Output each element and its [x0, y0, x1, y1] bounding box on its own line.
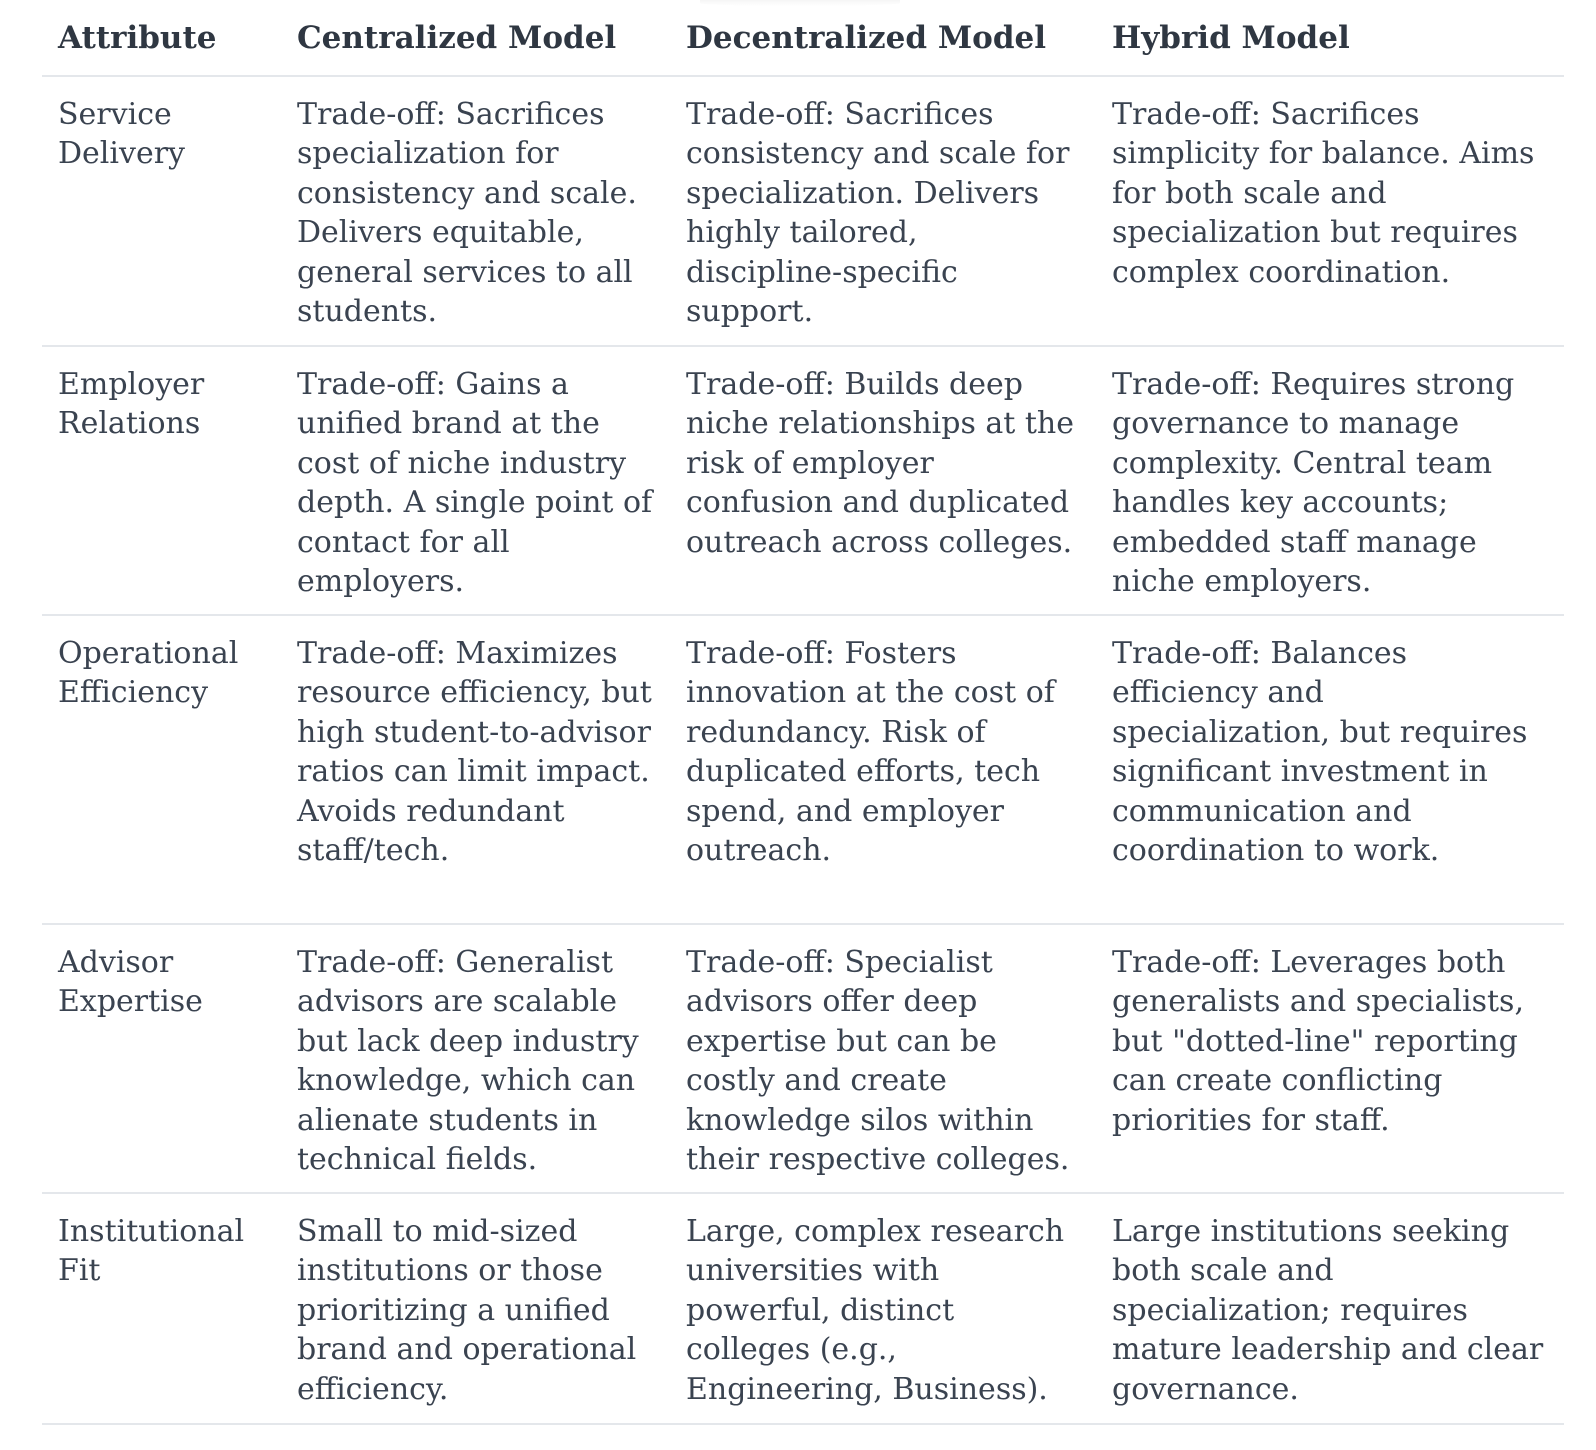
decentralized-cell: Trade-off: Fosters innovation at the cost of redundancy. Risk of duplicated efforts, tech spend, and employer outreach. — [670, 615, 1096, 924]
decentralized-cell: Large, complex research universities with powerful, distinct colleges (e.g., Engineering, Business). — [670, 1193, 1096, 1424]
table-row — [42, 76, 1564, 346]
header-attribute: Attribute — [42, 0, 281, 76]
header-row — [42, 0, 1564, 76]
table-row — [42, 615, 1564, 924]
attribute-cell: Operational Efficiency — [42, 615, 281, 924]
hybrid-cell: Large institutions seeking both scale and specialization; requires mature leadership and clear governance. — [1096, 1193, 1564, 1424]
decentralized-cell: Trade-off: Builds deep niche relationships at the risk of employer confusion and duplicated outreach across colleges. — [670, 346, 1096, 615]
attribute-cell: Service Delivery — [42, 76, 281, 346]
hybrid-cell: Trade-off: Sacrifices simplicity for balance. Aims for both scale and specialization but requires complex coordination. — [1096, 76, 1564, 346]
decentralized-cell: Trade-off: Sacrifices consistency and scale for specialization. Delivers highly tailored, discipline-specific support. — [670, 76, 1096, 346]
centralized-cell: Trade-off: Generalist advisors are scalable but lack deep industry knowledge, which can alienate students in technical fields. — [281, 924, 670, 1193]
table-row — [42, 346, 1564, 615]
hybrid-cell: Trade-off: Requires strong governance to manage complexity. Central team handles key accounts; embedded staff manage niche employers. — [1096, 346, 1564, 615]
centralized-cell: Small to mid-sized institutions or those prioritizing a unified brand and operational efficiency. — [281, 1193, 670, 1424]
hybrid-cell: Trade-off: Leverages both generalists and specialists, but "dotted-line" reporting can create conflicting priorities for staff. — [1096, 924, 1564, 1193]
header-hybrid-model: Hybrid Model — [1096, 0, 1564, 76]
table-row — [42, 1193, 1564, 1424]
centralized-cell: Trade-off: Gains a unified brand at the cost of niche industry depth. A single point of contact for all employers. — [281, 346, 670, 615]
attribute-cell: Employer Relations — [42, 346, 281, 615]
centralized-cell: Trade-off: Sacrifices specialization for consistency and scale. Delivers equitable, general services to all students. — [281, 76, 670, 346]
comparison-table — [42, 0, 1564, 1425]
decentralized-cell: Trade-off: Specialist advisors offer deep expertise but can be costly and create knowledge silos within their respective colleges. — [670, 924, 1096, 1193]
attribute-cell: Advisor Expertise — [42, 924, 281, 1193]
attribute-cell: Institutional Fit — [42, 1193, 281, 1424]
header-decentralized-model: Decentralized Model — [670, 0, 1096, 76]
centralized-cell: Trade-off: Maximizes resource efficiency, but high student-to-advisor ratios can limit impact. Avoids redundant staff/tech. — [281, 615, 670, 924]
header-centralized-model: Centralized Model — [281, 0, 670, 76]
hybrid-cell: Trade-off: Balances efficiency and specialization, but requires significant investment in communication and coordination to work. — [1096, 615, 1564, 924]
table-row — [42, 924, 1564, 1193]
